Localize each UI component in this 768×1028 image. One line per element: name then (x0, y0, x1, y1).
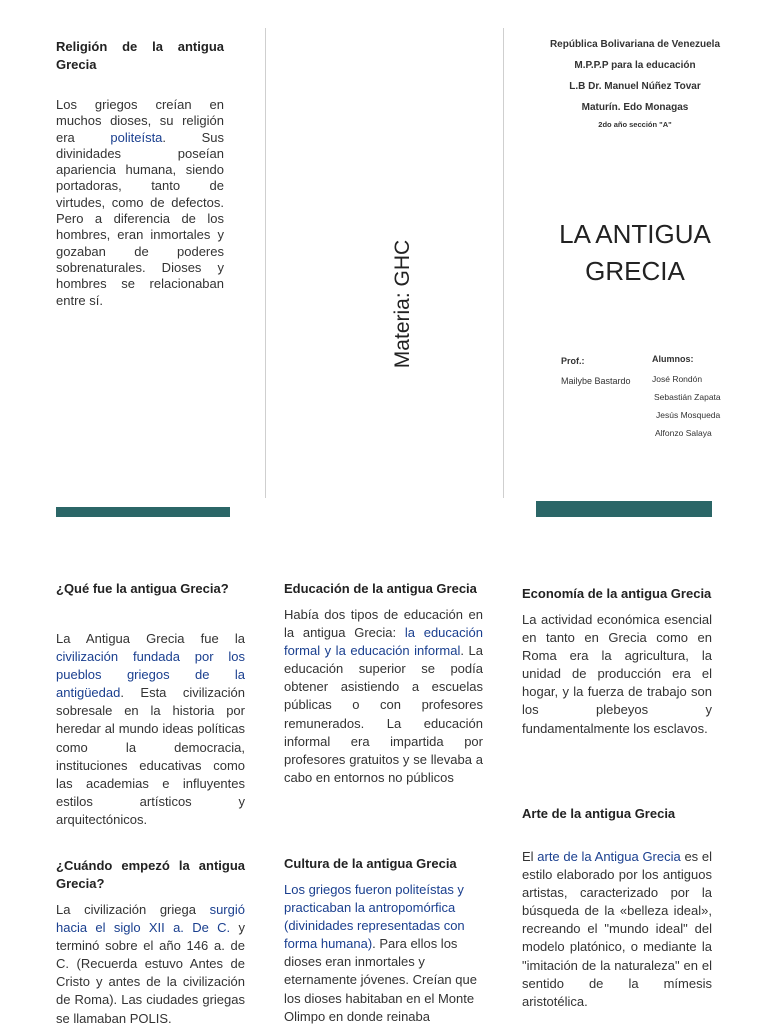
link-siglo[interactable]: surgió hacia el siglo XII a. De C. (56, 902, 245, 936)
cover-line-liceo: L.B Dr. Manuel Núñez Tovar (569, 81, 701, 92)
text-run: La Antigua Grecia fue la (56, 631, 245, 646)
accent-bar-left (56, 507, 230, 517)
panel-arte-heading: Arte de la antigua Grecia (522, 806, 676, 821)
cover-alumno-4: Alfonzo Salaya (655, 428, 712, 438)
panel-educacion-text (284, 606, 483, 787)
cover-title: LA ANTIGUA GRECIA (559, 219, 711, 286)
fold-line-right (503, 28, 504, 498)
text-run: Los griegos creían en muchos dioses, su religión era (56, 97, 224, 145)
panel-cultura-text (284, 881, 483, 1026)
cover-alumnos-label: Alumnos: (652, 354, 694, 364)
link-politeista[interactable]: politeísta (110, 129, 163, 145)
panel-que-fue (56, 580, 245, 829)
panel-religion-text (56, 97, 224, 309)
cover-line-ministerio: M.P.P.P para la educación (574, 60, 696, 71)
link-civilizacion[interactable]: civilización fundada por los pueblos griegos de la antigüedad (56, 649, 245, 701)
text-run: . Sus divinidades poseían apariencia humana, siendo portadoras, tanto de virtudes, como de defectos. Pero a diferencia de los hombres, eran inmortales y gozaban de poderes sobrenaturales. Dioses y hombres se relacionaban entre sí. (56, 129, 225, 308)
text-run: La civilización griega (56, 902, 210, 917)
text-run: Había dos tipos de educación en la antigua Grecia: (284, 607, 483, 641)
text-run: . Para ellos los dioses eran inmortales y eternamente jóvenes. Creían que los dioses habitaban en el Monte Olimpo en donde reinaba (284, 936, 477, 1024)
link-arte[interactable]: arte de la Antigua Grecia (537, 849, 681, 864)
text-run: . Esta civilización sobresale en la historia por heredar al mundo ideas políticas como la democracia, instituciones educativas como las academias e influyentes estilos artísticos y arquitectónicos. (56, 685, 245, 827)
spine-label: Materia: GHC (391, 239, 414, 369)
panel-cultura-heading: Cultura de la antigua Grecia (284, 856, 457, 871)
panel-religion (56, 38, 224, 309)
cover-prof-name: Mailybe Bastardo (561, 376, 631, 386)
panel-educacion (284, 580, 483, 787)
link-educacion[interactable]: la educación formal y la educación informal (284, 625, 483, 659)
cover-line-ciudad: Maturín. Edo Monagas (581, 102, 689, 113)
cover-alumno-1: José Rondón (652, 374, 703, 384)
cover-alumno-3: Jesús Mosqueda (656, 410, 721, 420)
panel-religion-heading: Religión de la antigua Grecia (56, 39, 224, 72)
fold-line-left (265, 28, 266, 498)
panel-cuando-heading: ¿Cuándo empezó la antigua Grecia? (56, 858, 245, 891)
cover-header (548, 38, 722, 129)
panel-cuando-text (56, 901, 245, 1028)
panel-que-fue-text (56, 630, 245, 829)
panel-que-fue-heading: ¿Qué fue la antigua Grecia? (56, 581, 229, 596)
link-politeistas[interactable]: Los griegos fueron politeístas y practicaban la antropomórfica (divinidades representadas con forma humana) (284, 882, 465, 952)
text-run: y terminó sobre el año 146 a. de C. (Recuerda estuvo Antes de Cristo y antes de la civilización de Roma). Las ciudades griegas se llamaban POLIS. (56, 920, 245, 1026)
cover-line-republica: República Bolivariana de Venezuela (549, 39, 721, 50)
panel-cuando (56, 857, 245, 1028)
cover-prof-label: Prof.: (561, 356, 585, 366)
panel-arte-text (522, 848, 712, 1011)
accent-bar-right (536, 501, 712, 517)
panel-economia-heading: Economía de la antigua Grecia (522, 586, 712, 601)
cover-line-seccion: 2do año sección "A" (598, 120, 672, 129)
panel-economia-text: La actividad económica esencial en tanto en Grecia como en Roma era la agricultura, la unidad de producción era el hogar, y la fuerza de trabajo son los plebeyos y fundamentalmente los esclavos. (522, 612, 712, 736)
panel-arte (522, 805, 712, 1011)
panel-educacion-heading: Educación de la antigua Grecia (284, 581, 477, 596)
panel-cultura (284, 855, 483, 1026)
panel-economia (522, 585, 712, 738)
text-run: . La educación superior se podía obtener asistiendo a escuelas públicas o con profesores remunerados. La educación informal era impartida por profesores gratuitos y se llevaba a cabo en entornos no públicos (284, 643, 483, 785)
cover-alumno-2: Sebastián Zapata (654, 392, 721, 402)
text-run: El (522, 849, 538, 864)
text-run: es el estilo elaborado por los antiguos artistas, caracterizado por la búsqueda de la «belleza ideal», recreando el "mundo ideal" del modelo platónico, o mediante la "imitación de la naturaleza" en el sentido de la mímesis aristotélica. (522, 849, 712, 1009)
